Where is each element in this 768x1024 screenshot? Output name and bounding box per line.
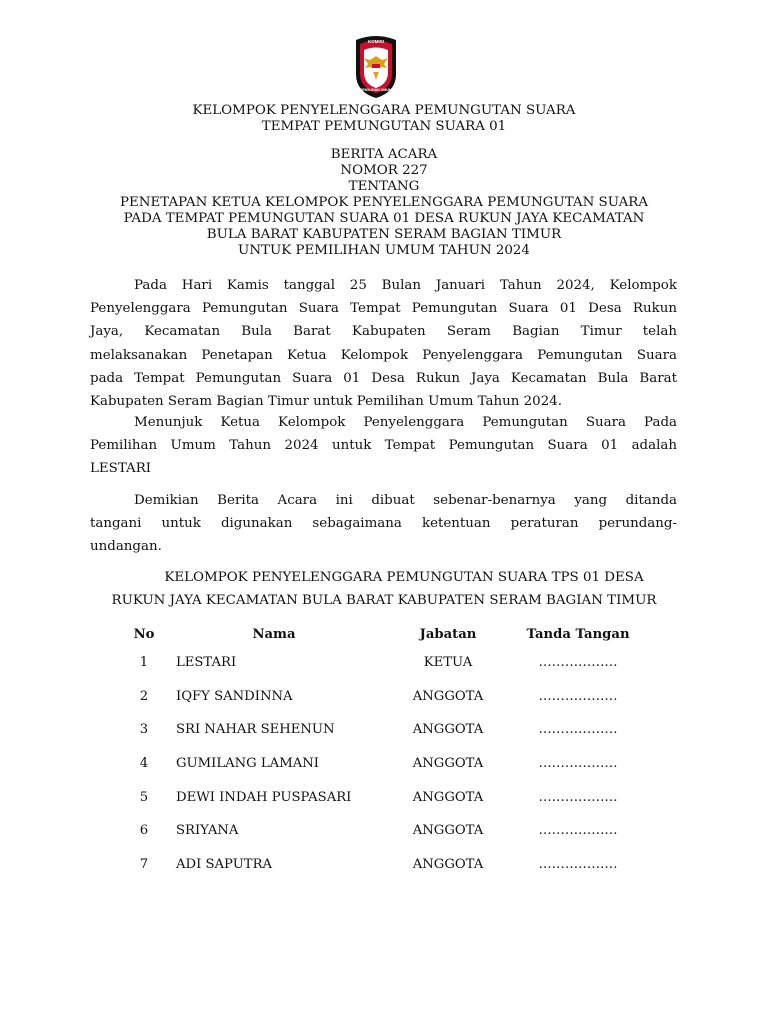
row-no: 2 bbox=[139, 688, 149, 704]
paragraph-2 bbox=[90, 411, 677, 481]
header-line-2: TEMPAT PEMUNGUTAN SUARA 01 bbox=[261, 119, 507, 134]
col-header-tanda-tangan: Tanda Tangan bbox=[526, 626, 630, 642]
row-jabatan: ANGGOTA bbox=[412, 856, 484, 872]
row-jabatan: ANGGOTA bbox=[412, 688, 484, 704]
table-row bbox=[118, 848, 638, 882]
p3-line: Demikian Berita Acara ini dibuat sebenar-benarnya yang ditanda bbox=[134, 493, 677, 508]
paragraph-1 bbox=[90, 274, 677, 413]
row-nama: SRIYANA bbox=[176, 823, 239, 839]
row-signature: ……………… bbox=[538, 789, 618, 805]
row-no: 6 bbox=[139, 823, 149, 839]
row-signature: ……………… bbox=[538, 756, 618, 772]
doc-subject-line-3: BULA BARAT KABUPATEN SERAM BAGIAN TIMUR bbox=[206, 227, 562, 242]
row-signature: ……………… bbox=[538, 823, 618, 839]
table-row bbox=[118, 680, 638, 714]
p2-line: Pemilihan Umum Tahun 2024 untuk Tempat Pemungutan Suara 01 adalah bbox=[90, 438, 677, 454]
row-jabatan: ANGGOTA bbox=[412, 756, 484, 772]
doc-subject-line-4: UNTUK PEMILIHAN UMUM TAHUN 2024 bbox=[238, 243, 530, 258]
table-row bbox=[118, 780, 638, 814]
header bbox=[0, 103, 768, 135]
table-row bbox=[118, 814, 638, 848]
doc-subject-line-2: PADA TEMPAT PEMUNGUTAN SUARA 01 DESA RUKUN JAYA KECAMATAN bbox=[123, 211, 645, 226]
row-signature: ……………… bbox=[538, 722, 618, 738]
committee-line-2: RUKUN JAYA KECAMATAN BULA BARAT KABUPATEN SERAM BAGIAN TIMUR bbox=[111, 593, 657, 608]
table-row bbox=[118, 747, 638, 781]
row-no: 3 bbox=[139, 722, 149, 738]
row-no: 5 bbox=[139, 789, 149, 805]
row-no: 7 bbox=[139, 856, 149, 872]
row-nama: IQFY SANDINNA bbox=[176, 688, 293, 704]
p1-line: Pada Hari Kamis tanggal 25 Bulan Januari Tahun 2024, Kelompok bbox=[134, 278, 677, 293]
kpu-logo bbox=[348, 34, 404, 100]
row-signature: ……………… bbox=[538, 856, 618, 872]
col-header-jabatan: Jabatan bbox=[419, 626, 477, 642]
header-line-1: KELOMPOK PENYELENGGARA PEMUNGUTAN SUARA bbox=[192, 103, 576, 118]
doc-type: BERITA ACARA bbox=[330, 147, 438, 162]
row-nama: GUMILANG LAMANI bbox=[176, 756, 319, 772]
row-nama: ADI SAPUTRA bbox=[176, 856, 273, 872]
paragraph-3 bbox=[90, 489, 677, 559]
table-row bbox=[118, 713, 638, 747]
col-header-no: No bbox=[133, 626, 155, 642]
p1-line: Jaya, Kecamatan Bula Barat Kabupaten Seram Bagian Timur telah bbox=[90, 324, 677, 340]
p1-line: Kabupaten Seram Bagian Timur untuk Pemilihan Umum Tahun 2024. bbox=[90, 394, 562, 410]
committee-line-1: KELOMPOK PENYELENGGARA PEMUNGUTAN SUARA TPS 01 DESA bbox=[164, 570, 644, 585]
p3-line: tangani untuk digunakan sebagaimana ketentuan peraturan perundang- bbox=[90, 516, 677, 532]
p3-line: undangan. bbox=[90, 539, 162, 555]
p2-line: LESTARI bbox=[90, 461, 152, 477]
row-signature: ……………… bbox=[538, 655, 618, 671]
row-jabatan: ANGGOTA bbox=[412, 789, 484, 805]
logo-top-text: KOMISI bbox=[367, 39, 385, 44]
row-nama: DEWI INDAH PUSPASARI bbox=[176, 789, 352, 805]
p2-line: Menunjuk Ketua Kelompok Penyelenggara Pemungutan Suara Pada bbox=[134, 415, 677, 430]
p1-line: pada Tempat Pemungutan Suara 01 Desa Rukun Jaya Kecamatan Bula Barat bbox=[90, 370, 677, 386]
members-table bbox=[118, 622, 638, 881]
doc-subject-line-1: PENETAPAN KETUA KELOMPOK PENYELENGGARA PEMUNGUTAN SUARA bbox=[119, 195, 649, 210]
p1-line: melaksanakan Penetapan Ketua Kelompok Penyelenggara Pemungutan Suara bbox=[90, 347, 677, 363]
row-no: 1 bbox=[139, 655, 149, 671]
table-header-row bbox=[118, 622, 638, 646]
doc-number: NOMOR 227 bbox=[340, 163, 428, 178]
row-signature: ……………… bbox=[538, 688, 618, 704]
row-no: 4 bbox=[139, 756, 149, 772]
document-title bbox=[0, 147, 768, 259]
table-row bbox=[118, 646, 638, 680]
row-jabatan: ANGGOTA bbox=[412, 823, 484, 839]
row-jabatan: KETUA bbox=[423, 655, 473, 671]
committee-title bbox=[0, 566, 768, 612]
row-nama: SRI NAHAR SEHENUN bbox=[176, 722, 335, 738]
logo-bottom-text: PEMILIHAN UMUM bbox=[360, 88, 392, 92]
row-nama: LESTARI bbox=[176, 655, 237, 671]
col-header-nama: Nama bbox=[252, 626, 296, 642]
p1-line: Penyelenggara Pemungutan Suara Tempat Pemungutan Suara 01 Desa Rukun bbox=[90, 301, 677, 317]
doc-about: TENTANG bbox=[348, 179, 420, 194]
row-jabatan: ANGGOTA bbox=[412, 722, 484, 738]
